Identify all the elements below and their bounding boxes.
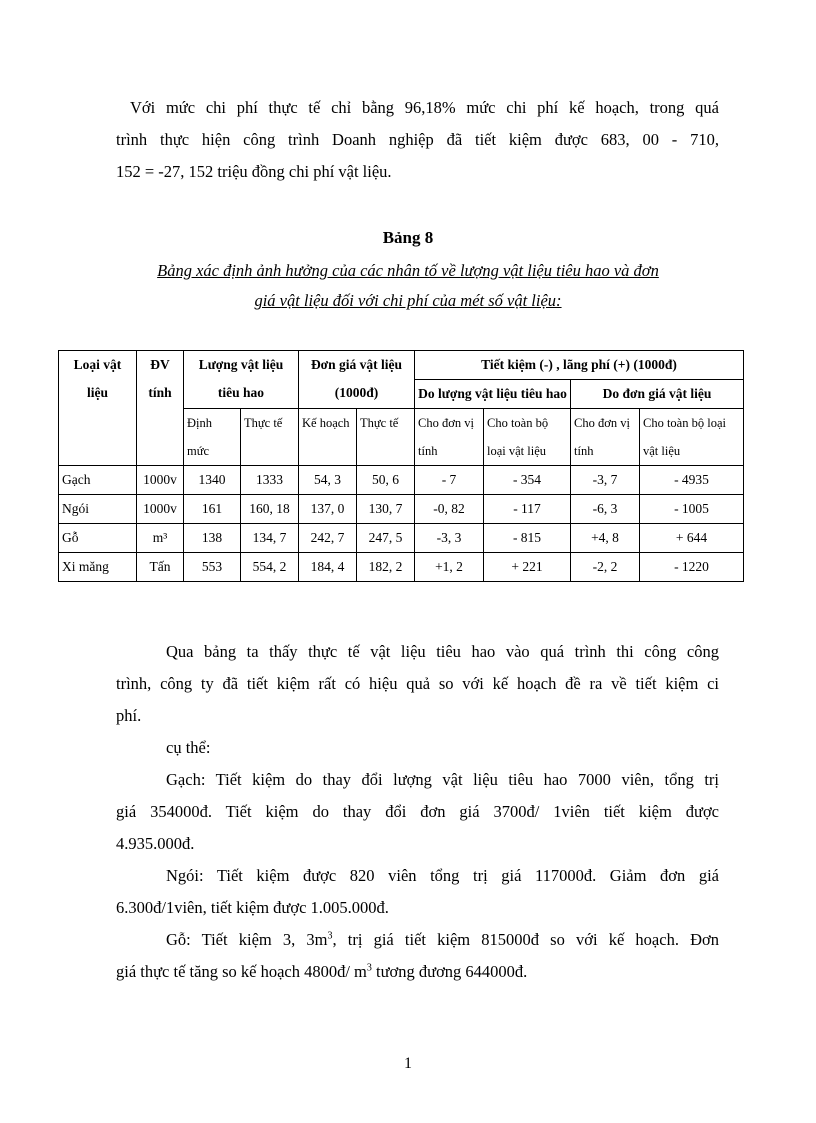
row-luong-don-vi: - 7 [415,466,484,495]
header-cho-toan-bo: Cho toàn bộ loại vật liệu [484,409,571,466]
body-p3-line-1: Gạch: Tiết kiệm do thay đổi lượng vật liệu tiêu hao 7000 viên, tổng trị [166,770,719,789]
body-p1-line-2: trình, công ty đã tiết kiệm rất có hiệu quả so với kế hoạch đề ra về tiết kiệm ci [116,674,719,693]
body-p5-line-1 [116,924,719,956]
row-ke-hoach: 54, 3 [299,466,357,495]
body-p1-line-3: phí. [116,706,142,725]
superscript-3: 3 [327,930,333,942]
row-gia-don-vi: -6, 3 [571,495,640,524]
intro-paragraph [116,92,719,188]
row-luong-toan-bo: - 117 [484,495,571,524]
header-cho-toan-bo-2: Cho toàn bộ loại vật liệu [640,409,744,466]
page-number: 1 [404,1055,412,1072]
row-gia-toan-bo: + 644 [640,524,744,553]
body-paragraphs [116,636,719,988]
body-p1-line-1: Qua bảng ta thấy thực tế vật liệu tiêu hao vào quá trình thi công công [166,642,719,661]
row-unit: 1000v [137,466,184,495]
row-name: Xi măng [59,553,137,582]
row-name: Gỗ [59,524,137,553]
row-luong-don-vi: +1, 2 [415,553,484,582]
row-gia-don-vi: -3, 7 [571,466,640,495]
row-name: Ngói [59,495,137,524]
header-do-luong: Do lượng vật liệu tiêu hao [415,380,571,409]
row-luong-toan-bo: + 221 [484,553,571,582]
header-do-dongia: Do đơn giá vật liệu [571,380,744,409]
header-loai: Loại vật liệu [59,351,137,466]
row-gia-toan-bo: - 1220 [640,553,744,582]
table-subtitle-line-1: Bảng xác định ảnh hưởng của các nhân tố về lượng vật liệu tiêu hao và đơn [157,261,659,280]
body-p3-line-2: giá 354000đ. Tiết kiệm do thay đổi đơn giá 3700đ/ 1viên tiết kiệm được [116,802,719,821]
header-dv: ĐV tính [137,351,184,466]
header-tietkiem: Tiết kiệm (-) , lãng phí (+) (1000đ) [415,351,744,380]
table-title: Bảng 8 [382,228,434,247]
header-dinh-muc: Định mức [184,409,241,466]
header-thuc-te-2: Thực tế [357,409,415,466]
intro-line-3: 152 = -27, 152 triệu đồng chi phí vật liệu. [116,162,392,181]
row-gia-don-vi: +4, 8 [571,524,640,553]
row-thuc-te-2: 247, 5 [357,524,415,553]
body-p2: cụ thể: [166,738,211,757]
row-luong-don-vi: -0, 82 [415,495,484,524]
table-subtitle-line-2: giá vật liệu đối với chi phí của mét số vật liệu: [254,291,562,310]
row-dinh-muc: 138 [184,524,241,553]
row-gia-toan-bo: - 1005 [640,495,744,524]
intro-line-2: trình thực hiện công trình Doanh nghiệp đã tiết kiệm được 683, 00 - 710, [116,130,719,149]
row-thuc-te: 1333 [241,466,299,495]
row-dinh-muc: 553 [184,553,241,582]
row-unit: Tấn [137,553,184,582]
row-luong-don-vi: -3, 3 [415,524,484,553]
table-subtitle [0,256,816,316]
body-p4-line-2: 6.300đ/1viên, tiết kiệm được 1.005.000đ. [116,898,389,917]
table-row [59,524,744,553]
row-gia-don-vi: -2, 2 [571,553,640,582]
row-thuc-te: 554, 2 [241,553,299,582]
intro-line-1: Với mức chi phí thực tế chỉ bằng 96,18% mức chi phí kế hoạch, trong quá [130,98,719,117]
row-thuc-te-2: 130, 7 [357,495,415,524]
row-thuc-te-2: 50, 6 [357,466,415,495]
row-luong-toan-bo: - 354 [484,466,571,495]
body-p5-line-2a: giá thực tế tăng so kế hoạch 4800đ/ m [116,962,367,981]
row-luong-toan-bo: - 815 [484,524,571,553]
header-cho-don-vi-2: Cho đơn vị tính [571,409,640,466]
row-dinh-muc: 1340 [184,466,241,495]
header-ke-hoach: Kế hoạch [299,409,357,466]
body-p5-line-2 [116,956,719,988]
row-unit: m³ [137,524,184,553]
row-dinh-muc: 161 [184,495,241,524]
row-unit: 1000v [137,495,184,524]
row-thuc-te: 134, 7 [241,524,299,553]
table-row [59,466,744,495]
header-dongia: Đơn giá vật liệu (1000đ) [299,351,415,409]
row-gia-toan-bo: - 4935 [640,466,744,495]
body-p3-line-3: 4.935.000đ. [116,834,195,853]
superscript-3: 3 [366,962,372,974]
row-ke-hoach: 184, 4 [299,553,357,582]
data-table [58,350,744,582]
header-luong: Lượng vật liệu tiêu hao [184,351,299,409]
table-row [59,495,744,524]
table-row [59,553,744,582]
header-cho-don-vi: Cho đơn vị tính [415,409,484,466]
row-name: Gạch [59,466,137,495]
body-p4-line-1: Ngói: Tiết kiệm được 820 viên tổng trị giá 117000đ. Giảm đơn giá [166,866,719,885]
row-ke-hoach: 242, 7 [299,524,357,553]
body-p5-line-1a: Gỗ: Tiết kiệm 3, 3m [166,930,328,949]
body-p5-line-1b: , trị giá tiết kiệm 815000đ so với kế hoạch. Đơn [332,930,719,949]
header-thuc-te: Thực tế [241,409,299,466]
row-thuc-te: 160, 18 [241,495,299,524]
row-ke-hoach: 137, 0 [299,495,357,524]
row-thuc-te-2: 182, 2 [357,553,415,582]
body-p5-line-2b: tương đương 644000đ. [371,962,528,981]
